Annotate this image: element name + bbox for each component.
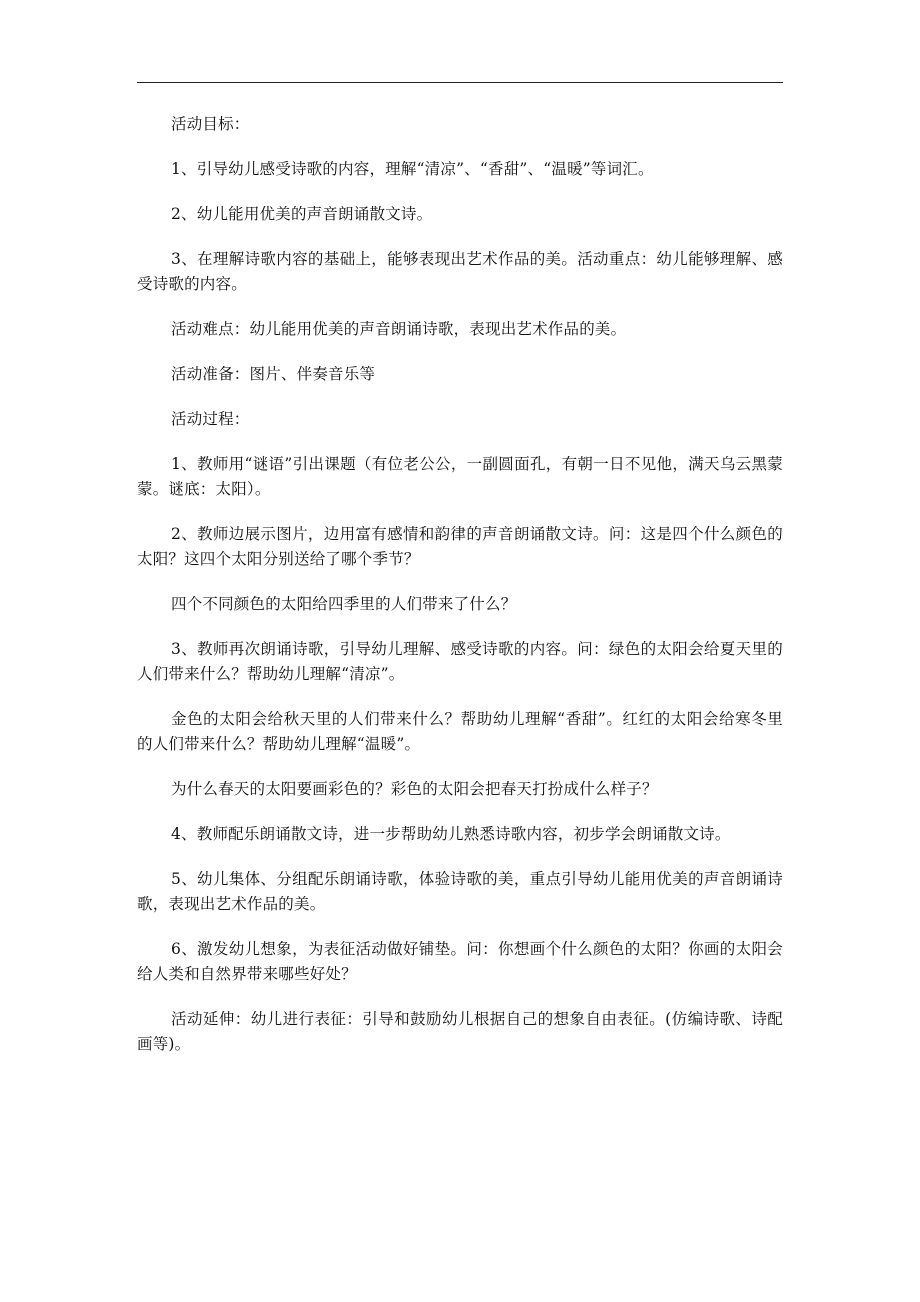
paragraph-goal-1: 1、引导幼儿感受诗歌的内容，理解“清凉”、“香甜”、“温暖”等词汇。 [171,160,654,178]
paragraph-goals-heading: 活动目标： [171,115,250,133]
paragraph-goal-3: 3、在理解诗歌内容的基础上，能够表现出艺术作品的美。活动重点：幼儿能够理解、感受诗歌的内容。 [137,250,783,293]
paragraph-difficulty: 活动难点：幼儿能用优美的声音朗诵诗歌，表现出艺术作品的美。 [171,320,627,338]
paragraph-step-3-autumn-winter: 金色的太阳会给秋天里的人们带来什么？帮助幼儿理解“香甜”。红红的太阳会给寒冬里的人们带来什么？帮助幼儿理解“温暖”。 [137,710,783,753]
document-body [137,112,783,1077]
paragraph-step-2: 2、教师边展示图片，边用富有感情和韵律的声音朗诵散文诗。问：这是四个什么颜色的太阳？这四个太阳分别送给了哪个季节？ [137,525,783,568]
paragraph-process-heading: 活动过程： [171,410,250,428]
paragraph-step-5: 5、幼儿集体、分组配乐朗诵诗歌，体验诗歌的美，重点引导幼儿能用优美的声音朗诵诗歌，表现出艺术作品的美。 [137,870,783,913]
paragraph-preparation: 活动准备：图片、伴奏音乐等 [171,365,376,383]
paragraph-step-6: 6、激发幼儿想象，为表征活动做好铺垫。问：你想画个什么颜色的太阳？你画的太阳会给人类和自然界带来哪些好处？ [137,940,783,983]
paragraph-step-3: 3、教师再次朗诵诗歌，引导幼儿理解、感受诗歌的内容。问：绿色的太阳会给夏天里的人们带来什么？帮助幼儿理解“清凉”。 [137,640,783,683]
paragraph-step-2-question: 四个不同颜色的太阳给四季里的人们带来了什么？ [171,595,517,613]
header-rule [137,82,783,83]
paragraph-extension: 活动延伸：幼儿进行表征：引导和鼓励幼儿根据自己的想象自由表征。(仿编诗歌、诗配画等)。 [137,1010,783,1053]
paragraph-step-3-spring: 为什么春天的太阳要画彩色的？彩色的太阳会把春天打扮成什么样子？ [171,780,658,798]
paragraph-goal-2: 2、幼儿能用优美的声音朗诵散文诗。 [171,205,433,223]
paragraph-step-1: 1、教师用“谜语”引出课题（有位老公公，一副圆面孔，有朝一日不见他，满天乌云黑蒙蒙。谜底：太阳）。 [137,455,783,498]
paragraph-step-4: 4、教师配乐朗诵散文诗，进一步帮助幼儿熟悉诗歌内容，初步学会朗诵散文诗。 [171,825,731,843]
